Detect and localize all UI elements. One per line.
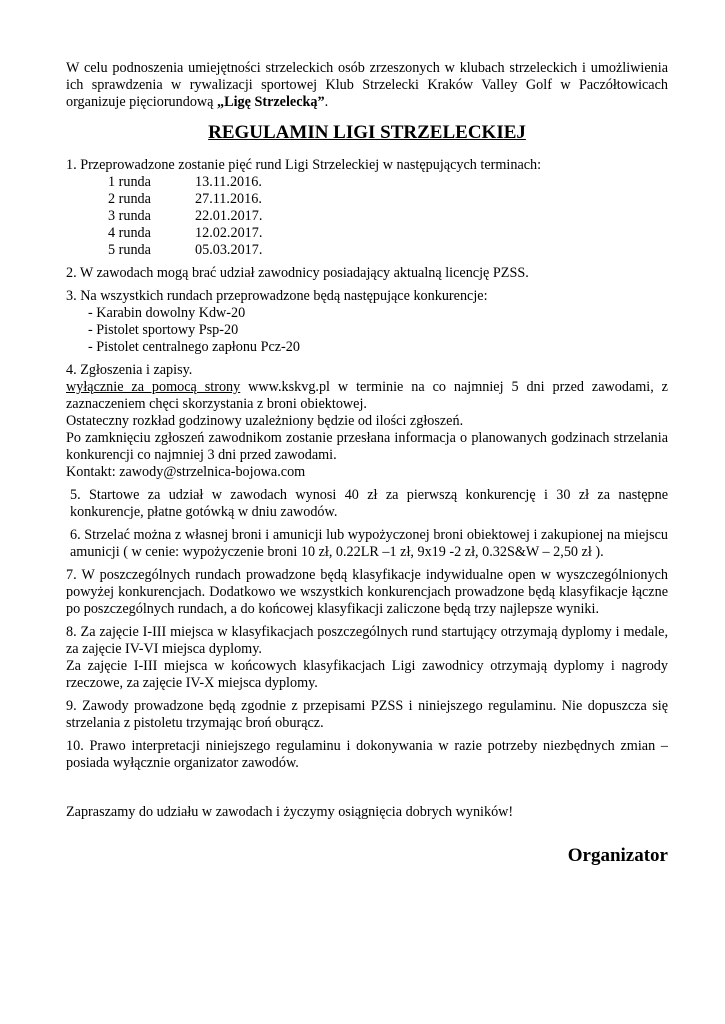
round-label: 5 runda <box>108 242 151 258</box>
section-4-line1 <box>66 379 668 413</box>
registration-text: www.kskvg.pl w terminie na co najmniej 5 dni przed zawodami, z zaznaczeniem chęci skorzystania z broni obiektowej. <box>66 379 668 412</box>
document-title: REGULAMIN LIGI STRZELECKIEJ <box>208 122 526 143</box>
section-9: 9. Zawody prowadzone będą zgodnie z przepisami PZSS i niniejszego regulaminu. Nie dopuszcza się strzelania z pistoletu trzymając broń oburącz. <box>66 698 668 731</box>
section-5: 5. Startowe za udział w zawodach wynosi 40 zł za pierwszą konkurencję i 30 zł za następne konkurencje, płatne gotówką w dniu zawodów. <box>70 487 668 520</box>
round-date: 13.11.2016. <box>195 174 262 190</box>
round-row <box>108 191 668 208</box>
section-4-line3: Po zamknięciu zgłoszeń zawodnikom zostanie przesłana informacja o planowanych godzinach strzelania konkurencji co najmniej 3 dni przed zawodami. <box>66 430 668 463</box>
round-label: 1 runda <box>108 174 151 190</box>
round-label: 4 runda <box>108 225 151 241</box>
competition-item: - Karabin dowolny Kdw-20 <box>88 305 246 321</box>
round-row <box>108 208 668 225</box>
registration-underlined: wyłącznie za pomocą strony <box>66 379 241 395</box>
round-label: 2 runda <box>108 191 151 207</box>
section-7: 7. W poszczególnych rundach prowadzone będą klasyfikacje indywidualne open w wyszczególnionych powyżej konkurencjach. Dodatkowo we wszystkich konkurencjach prowadzone będą klasyfikacje łączne po poszczególnych rundach, a do końcowej klasyfikacji zaliczone będą trzy najlepsze wyniki. <box>66 567 668 617</box>
document-page <box>66 60 668 868</box>
round-date: 12.02.2017. <box>195 225 263 241</box>
round-row <box>108 174 668 191</box>
section-1-text: 1. Przeprowadzone zostanie pięć rund Ligi Strzeleckiej w następujących terminach: <box>66 157 542 173</box>
intro-text: W celu podnoszenia umiejętności strzeleckich osób zrzeszonych w klubach strzeleckich i umożliwienia ich sprawdzenia w rywalizacji sportowej Klub Strzelecki Kraków Valley Golf w Paczółtowicach organizuje pięciorundową <box>66 60 668 110</box>
section-10: 10. Prawo interpretacji niniejszego regulaminu i dokonywania w razie potrzeby niezbędnych zmian – posiada wyłącznie organizator zawodów. <box>66 738 668 771</box>
round-label: 3 runda <box>108 208 151 224</box>
section-8-para1: 8. Za zajęcie I-III miejsca w klasyfikacjach poszczególnych rund startujący otrzymają dyplomy i medale, za zajęcie IV-VI miejsca dyplomy. <box>66 624 668 657</box>
section-4-heading: 4. Zgłoszenia i zapisy. <box>66 362 193 378</box>
signature: Organizator <box>567 845 668 866</box>
closing-text: Zapraszamy do udziału w zawodach i życzymy osiągnięcia dobrych wyników! <box>66 804 514 820</box>
round-row <box>108 242 668 259</box>
contact-email: Kontakt: zawody@strzelnica-bojowa.com <box>66 464 306 480</box>
intro-paragraph <box>66 60 668 111</box>
section-4 <box>66 362 668 481</box>
round-date: 22.01.2017. <box>195 208 263 224</box>
section-8-para2: Za zajęcie I-III miejsca w końcowych klasyfikacjach Ligi zawodnicy otrzymają dyplomy i nagrody rzeczowe, za zajęcie IV-X miejsca dyplomy. <box>66 658 668 691</box>
intro-text-end: . <box>324 94 329 110</box>
section-3 <box>66 288 668 356</box>
competition-item: - Pistolet sportowy Psp-20 <box>88 322 239 338</box>
rounds-list <box>108 174 668 259</box>
round-date: 05.03.2017. <box>195 242 263 258</box>
league-name: „Ligę Strzelecką” <box>217 94 325 110</box>
section-2: 2. W zawodach mogą brać udział zawodnicy posiadający aktualną licencję PZSS. <box>66 265 529 281</box>
section-4-line2: Ostateczny rozkład godzinowy uzależniony będzie od ilości zgłoszeń. <box>66 413 464 429</box>
competition-item: - Pistolet centralnego zapłonu Pcz-20 <box>88 339 300 355</box>
competitions-list <box>88 305 668 356</box>
round-date: 27.11.2016. <box>195 191 262 207</box>
round-row <box>108 225 668 242</box>
section-3-text: 3. Na wszystkich rundach przeprowadzone będą następujące konkurencje: <box>66 288 488 304</box>
section-6: 6. Strzelać można z własnej broni i amunicji lub wypożyczonej broni obiektowej i zakupionej na miejscu amunicji ( w cenie: wypożyczenie broni 10 zł, 0.22LR –1 zł, 9x19 -2 zł, 0.32S&W – 2,50 zł ). <box>70 527 668 560</box>
section-8 <box>66 624 668 692</box>
section-1 <box>66 157 668 259</box>
